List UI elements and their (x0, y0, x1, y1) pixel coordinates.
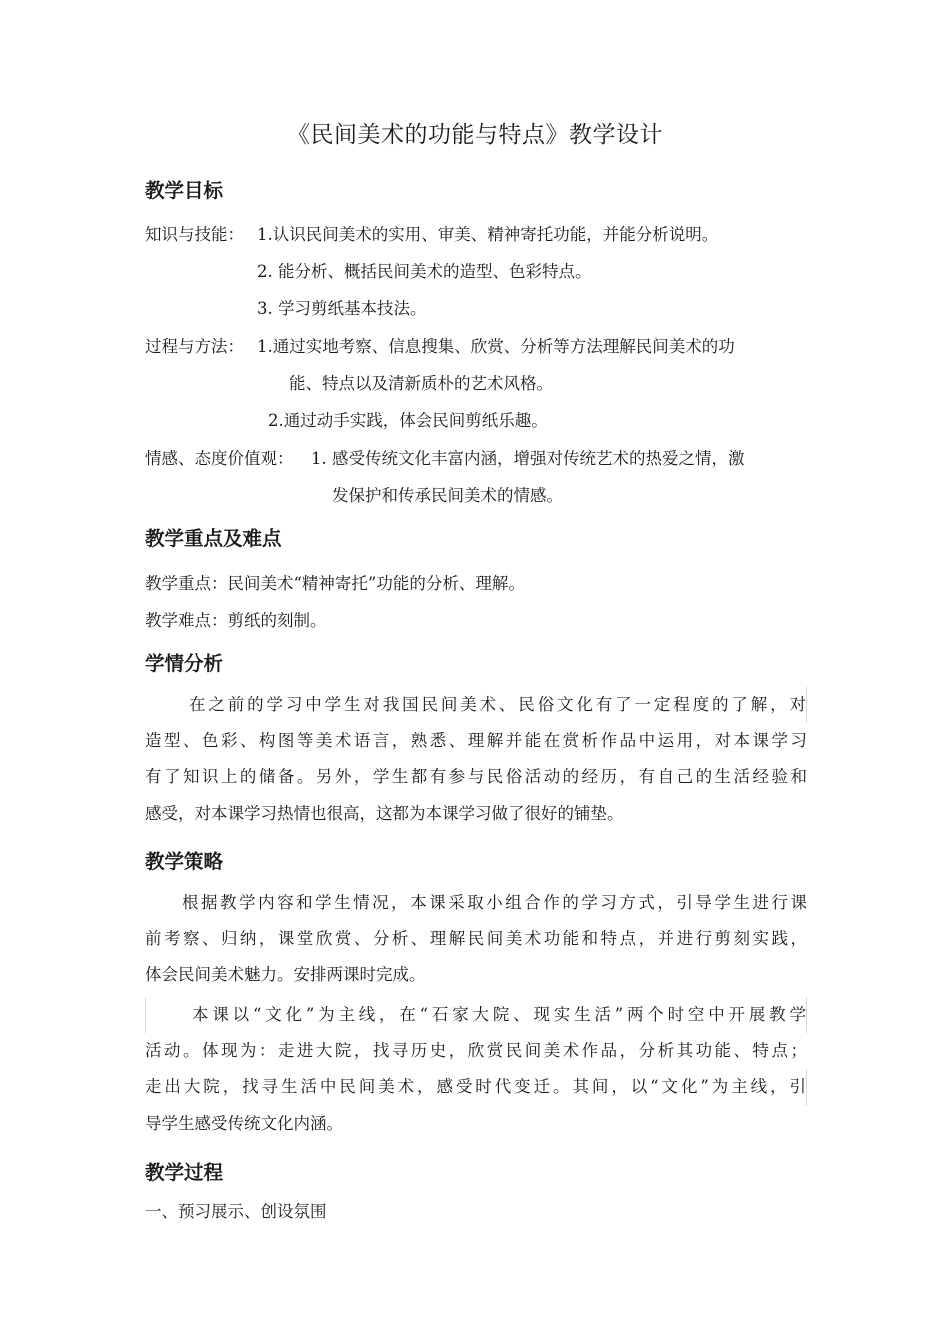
emotion-label: 情感、态度价值观： (145, 449, 294, 468)
heading-analysis: 学情分析 (145, 652, 224, 675)
knowledge-item-3: 3. 学习剪纸基本技法。 (257, 299, 427, 318)
knowledge-label: 知识与技能： (145, 225, 244, 244)
strategy-line: 活动。体现为：走进大院，找寻历史，欣赏民间美术作品，分析其功能、特点； (145, 1041, 807, 1061)
heading-strategy: 教学策略 (145, 850, 224, 873)
strategy-line: 前考察、归纳，课堂欣赏、分析、理解民间美术功能和特点，并进行剪刻实践， (145, 929, 807, 949)
strategy-line: 体会民间美术魅力。安排两课时完成。 (145, 965, 426, 985)
strategy-paragraph-2 (145, 997, 807, 1142)
strategy-line: 根据教学内容和学生情况，本课采取小组合作的学习方式，引导学生进行课 (182, 893, 807, 912)
strategy-line: 走出大院，找寻生活中民间美术，感受时代变迁。其间，以“文化”为主线，引 (145, 1069, 807, 1105)
strategy-line: 本课以“文化”为主线，在“石家大院、现实生活”两个时空中开展教学 (145, 997, 807, 1033)
process-label: 过程与方法： (145, 337, 244, 356)
process-item-2: 2.通过动手实践，体会民间剪纸乐趣。 (268, 411, 548, 430)
teaching-focus: 教学重点：民间美术“精神寄托”功能的分析、理解。 (145, 574, 525, 593)
strategy-paragraph-1 (145, 885, 807, 994)
analysis-line: 在之前的学习中学生对我国民间美术、民俗文化有了一定程度的了解，对 (141, 687, 807, 723)
analysis-line: 感受，对本课学习热情也很高，这都为本课学习做了很好的铺垫。 (145, 803, 624, 823)
process-item-1-line-1: 1.通过实地考察、信息搜集、欣赏、分析等方法理解民间美术的功 (257, 337, 735, 356)
emotion-item-1-line-1: 1. 感受传统文化丰富内涵，增强对传统艺术的热爱之情，激 (311, 449, 745, 468)
emotion-item-1-line-2: 发保护和传承民间美术的情感。 (332, 486, 563, 505)
analysis-line: 有了知识上的储备。另外，学生都有参与民俗活动的经历，有自己的生活经验和 (145, 767, 807, 787)
heading-keypoints: 教学重点及难点 (145, 527, 282, 550)
analysis-line: 造型、色彩、构图等美术语言，熟悉、理解并能在赏析作品中运用，对本课学习 (145, 731, 807, 751)
teaching-difficulty: 教学难点：剪纸的刻制。 (145, 611, 327, 630)
analysis-paragraph (145, 687, 807, 832)
process-item-1-line-2: 能、特点以及清新质朴的艺术风格。 (289, 374, 553, 393)
process-step-1: 一、预习展示、创设氛围 (145, 1202, 327, 1221)
knowledge-item-2: 2. 能分析、概括民间美术的造型、色彩特点。 (257, 262, 592, 281)
knowledge-item-1: 1.认识民间美术的实用、审美、精神寄托功能，并能分析说明。 (257, 225, 719, 244)
document-title: 《民间美术的功能与特点》教学设计 (287, 122, 663, 148)
strategy-line: 导学生感受传统文化内涵。 (145, 1113, 343, 1133)
heading-process: 教学过程 (145, 1161, 224, 1184)
heading-objectives: 教学目标 (145, 179, 224, 202)
